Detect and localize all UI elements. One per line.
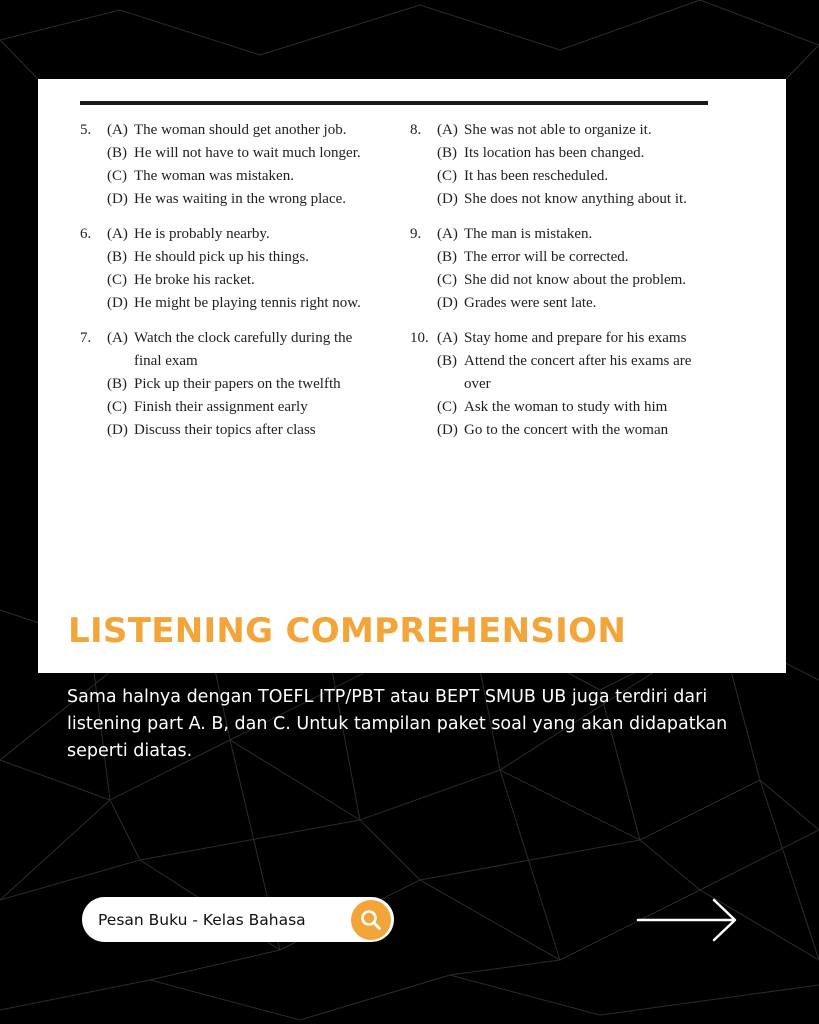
option-letter: (B) bbox=[107, 145, 127, 161]
answer-option bbox=[107, 419, 380, 442]
question-number: 6. bbox=[80, 226, 92, 242]
option-letter: (D) bbox=[107, 422, 128, 438]
option-letter: (B) bbox=[437, 249, 457, 265]
option-text: She was not able to organize it. bbox=[464, 122, 652, 138]
question-item bbox=[80, 327, 380, 442]
question-card bbox=[38, 79, 786, 673]
answer-option bbox=[107, 165, 380, 188]
answer-option bbox=[437, 188, 710, 211]
option-text: The woman was mistaken. bbox=[134, 168, 294, 184]
option-letter: (D) bbox=[437, 295, 458, 311]
answer-option bbox=[437, 165, 710, 188]
option-letter: (C) bbox=[107, 272, 127, 288]
option-text: Grades were sent late. bbox=[464, 295, 597, 311]
answer-option bbox=[437, 396, 710, 419]
option-letter: (A) bbox=[107, 330, 128, 346]
option-letter: (B) bbox=[107, 376, 127, 392]
answer-option bbox=[437, 269, 710, 292]
option-text: It has been rescheduled. bbox=[464, 168, 609, 184]
answer-option bbox=[437, 223, 710, 246]
option-letter: (B) bbox=[437, 145, 457, 161]
option-text: The woman should get another job. bbox=[134, 122, 347, 138]
option-letter: (B) bbox=[437, 353, 457, 369]
option-letter: (C) bbox=[437, 399, 457, 415]
question-item bbox=[80, 223, 380, 315]
answer-option bbox=[107, 188, 380, 211]
option-letter: (B) bbox=[107, 249, 127, 265]
answer-option bbox=[107, 223, 380, 246]
option-text: Finish their assignment early bbox=[134, 399, 308, 415]
answer-option bbox=[107, 246, 380, 269]
option-text: The error will be corrected. bbox=[464, 249, 629, 265]
question-item bbox=[410, 327, 710, 442]
answer-option bbox=[107, 292, 380, 315]
answer-option bbox=[107, 396, 380, 419]
option-text: Ask the woman to study with him bbox=[464, 399, 668, 415]
answer-option bbox=[107, 327, 380, 373]
answer-option bbox=[107, 142, 380, 165]
option-letter: (A) bbox=[437, 226, 458, 242]
option-letter: (C) bbox=[437, 168, 457, 184]
answer-option bbox=[437, 419, 710, 442]
answer-option bbox=[437, 327, 710, 350]
option-text: Watch the clock carefully during the final exam bbox=[134, 330, 353, 369]
option-text: Go to the concert with the woman bbox=[464, 422, 669, 438]
option-letter: (C) bbox=[107, 399, 127, 415]
question-number: 5. bbox=[80, 122, 92, 138]
answer-option bbox=[437, 246, 710, 269]
option-letter: (D) bbox=[437, 422, 458, 438]
option-text: Discuss their topics after class bbox=[134, 422, 316, 438]
option-letter: (D) bbox=[437, 191, 458, 207]
description-text: Sama halnya dengan TOEFL ITP/PBT atau BEPT SMUB UB juga terdiri dari listening part A. B, dan C. Untuk tampilan paket soal yang akan didapatkan seperti diatas. bbox=[67, 687, 728, 761]
option-text: He was waiting in the wrong place. bbox=[134, 191, 347, 207]
option-text: The man is mistaken. bbox=[464, 226, 593, 242]
arrow-right-icon[interactable] bbox=[636, 896, 740, 944]
top-rule bbox=[80, 101, 708, 105]
section-title: LISTENING COMPREHENSION bbox=[68, 611, 627, 651]
option-letter: (A) bbox=[107, 122, 128, 138]
option-letter: (A) bbox=[107, 226, 128, 242]
option-letter: (C) bbox=[107, 168, 127, 184]
option-text: Its location has been changed. bbox=[464, 145, 645, 161]
answer-option bbox=[107, 373, 380, 396]
option-text: He should pick up his things. bbox=[134, 249, 309, 265]
option-letter: (D) bbox=[107, 295, 128, 311]
option-text: He will not have to wait much longer. bbox=[134, 145, 361, 161]
option-text: She did not know about the problem. bbox=[464, 272, 687, 288]
option-letter: (C) bbox=[437, 272, 457, 288]
question-number: 10. bbox=[410, 330, 429, 346]
question-item bbox=[410, 119, 710, 211]
question-item bbox=[410, 223, 710, 315]
option-text: He might be playing tennis right now. bbox=[134, 295, 361, 311]
question-number: 7. bbox=[80, 330, 92, 346]
answer-option bbox=[437, 292, 710, 315]
question-number: 8. bbox=[410, 122, 422, 138]
questions-right-column bbox=[410, 119, 710, 454]
option-letter: (D) bbox=[107, 191, 128, 207]
option-text: Stay home and prepare for his exams bbox=[464, 330, 687, 346]
answer-option bbox=[437, 142, 710, 165]
answer-option bbox=[107, 119, 380, 142]
question-item bbox=[80, 119, 380, 211]
search-pill-label: Pesan Buku - Kelas Bahasa bbox=[98, 910, 306, 929]
answer-option bbox=[437, 119, 710, 142]
question-number: 9. bbox=[410, 226, 422, 242]
option-letter: (A) bbox=[437, 330, 458, 346]
search-icon[interactable] bbox=[351, 900, 391, 940]
option-text: He is probably nearby. bbox=[134, 226, 270, 242]
option-text: She does not know anything about it. bbox=[464, 191, 687, 207]
option-text: Pick up their papers on the twelfth bbox=[134, 376, 341, 392]
questions-left-column bbox=[80, 119, 380, 454]
answer-option bbox=[437, 350, 710, 396]
option-text: He broke his racket. bbox=[134, 272, 255, 288]
answer-option bbox=[107, 269, 380, 292]
option-text: Attend the concert after his exams are over bbox=[464, 353, 692, 392]
option-letter: (A) bbox=[437, 122, 458, 138]
search-pill[interactable] bbox=[82, 897, 394, 942]
